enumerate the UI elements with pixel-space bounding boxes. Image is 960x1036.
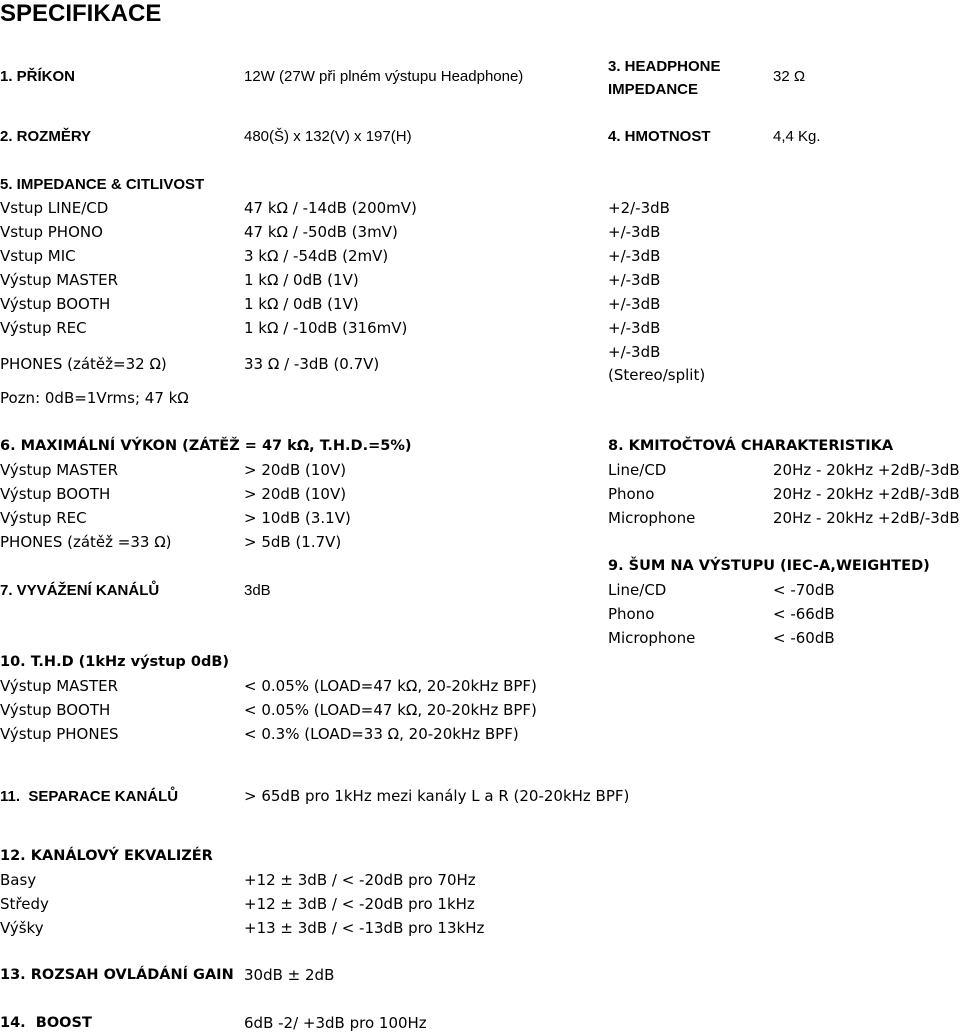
section-13-label: 13. ROZSAH OVLÁDÁNÍ GAIN [0,967,234,983]
s6-row-name: PHONES (zátěž =33 Ω) [0,533,172,551]
s6-row-value: > 5dB (1.7V) [244,533,342,551]
s5-row-value: 47 kΩ / -50dB (3mV) [244,223,398,241]
spec-4-label: 4. HMOTNOST [608,128,711,145]
s5-row-tolerance: +/-3dB [608,271,661,289]
s12-row-value: +12 ± 3dB / < -20dB pro 1kHz [244,895,475,913]
s5-row-name: Vstup PHONO [0,223,103,241]
section-7-label: 7. VYVÁŽENÍ KANÁLŮ [0,582,160,599]
s5-row-value: 1 kΩ / 0dB (1V) [244,295,359,313]
spec-3-label-line2: IMPEDANCE [608,81,699,98]
s5-phones-value: 33 Ω / -3dB (0.7V) [244,355,380,373]
s5-row-tolerance: +/-3dB [608,319,661,337]
section-6-heading: 6. MAXIMÁLNÍ VÝKON (ZÁTĚŽ = 47 kΩ, T.H.D.=5%) [0,438,412,454]
s5-row-tolerance: +/-3dB [608,295,661,313]
s5-phones-mode: (Stereo/split) [608,366,706,384]
section-12-heading: 12. KANÁLOVÝ EKVALIZÉR [0,848,213,864]
s12-row-value: +12 ± 3dB / < -20dB pro 70Hz [244,871,476,889]
section-11-value: > 65dB pro 1kHz mezi kanály L a R (20-20kHz BPF) [244,787,630,805]
s8-row-value: 20Hz - 20kHz +2dB/-3dB [773,509,960,527]
s6-row-name: Výstup MASTER [0,461,119,479]
section-5-heading: 5. IMPEDANCE & CITLIVOST [0,176,205,193]
s8-row-value: 20Hz - 20kHz +2dB/-3dB [773,485,960,503]
section-10-heading: 10. T.H.D (1kHz výstup 0dB) [0,654,230,670]
section-14-label [0,1015,92,1032]
section-7-value: 3dB [244,582,271,599]
s6-row-name: Výstup BOOTH [0,485,111,503]
s5-row-value: 47 kΩ / -14dB (200mV) [244,199,417,217]
section-13-value: 30dB ± 2dB [244,966,335,984]
section-14-label-text: BOOST [35,1015,92,1031]
s12-row-name: Výšky [0,919,44,937]
s5-row-name: Vstup LINE/CD [0,199,109,217]
s5-row-value: 1 kΩ / -10dB (316mV) [244,319,408,337]
s5-row-tolerance: +/-3dB [608,223,661,241]
s9-row-name: Phono [608,605,655,623]
s12-row-value: +13 ± 3dB / < -13dB pro 13kHz [244,919,485,937]
s12-row-name: Středy [0,895,49,913]
s9-row-value: < -66dB [773,605,835,623]
s9-row-value: < -70dB [773,581,835,599]
s6-row-name: Výstup REC [0,509,87,527]
spec-3-label-line1: 3. HEADPHONE [608,58,721,75]
s5-row-name: Výstup REC [0,319,87,337]
section-11-label [0,788,178,805]
spec-1-label: 1. PŘÍKON [0,68,76,85]
s6-row-value: > 10dB (3.1V) [244,509,351,527]
s9-row-name: Line/CD [608,581,667,599]
s5-phones-name: PHONES (zátěž=32 Ω) [0,355,167,373]
s5-row-tolerance: +/-3dB [608,247,661,265]
s10-row-value: < 0.05% (LOAD=47 kΩ, 20-20kHz BPF) [244,677,537,695]
section-11-number: 11. [0,788,21,805]
s5-row-name: Výstup MASTER [0,271,119,289]
s8-row-name: Line/CD [608,461,667,479]
s5-note: Pozn: 0dB=1Vrms; 47 kΩ [0,389,189,407]
s5-row-value: 1 kΩ / 0dB (1V) [244,271,359,289]
spec-2-label: 2. ROZMĚRY [0,128,92,145]
s9-row-value: < -60dB [773,629,835,647]
s10-row-name: Výstup MASTER [0,677,119,695]
s10-row-value: < 0.3% (LOAD=33 Ω, 20-20kHz BPF) [244,725,519,743]
s5-row-name: Vstup MIC [0,247,76,265]
spec-1-value: 12W (27W při plném výstupu Headphone) [244,68,524,85]
s10-row-name: Výstup PHONES [0,725,119,743]
section-14-number: 14. [0,1015,26,1031]
s9-row-name: Microphone [608,629,696,647]
spec-4-value: 4,4 Kg. [773,128,821,145]
s5-row-name: Výstup BOOTH [0,295,111,313]
s12-row-name: Basy [0,871,37,889]
s10-row-value: < 0.05% (LOAD=47 kΩ, 20-20kHz BPF) [244,701,537,719]
s8-row-name: Microphone [608,509,696,527]
s6-row-value: > 20dB (10V) [244,485,347,503]
page-title: SPECIFIKACE [0,0,162,27]
spec-3-value: 32 Ω [773,68,806,85]
s5-row-value: 3 kΩ / -54dB (2mV) [244,247,389,265]
s6-row-value: > 20dB (10V) [244,461,347,479]
s5-phones-tolerance: +/-3dB [608,343,661,361]
section-9-heading: 9. ŠUM NA VÝSTUPU (IEC-A,WEIGHTED) [608,558,930,574]
s10-row-name: Výstup BOOTH [0,701,111,719]
spec-2-value: 480(Š) x 132(V) x 197(H) [244,128,412,145]
section-14-value: 6dB -2/ +3dB pro 100Hz [244,1014,427,1032]
s5-row-tolerance: +2/-3dB [608,199,670,217]
section-8-heading: 8. KMITOČTOVÁ CHARAKTERISTIKA [608,438,894,454]
s8-row-value: 20Hz - 20kHz +2dB/-3dB [773,461,960,479]
s8-row-name: Phono [608,485,655,503]
section-11-label-text: SEPARACE KANÁLŮ [28,788,179,805]
